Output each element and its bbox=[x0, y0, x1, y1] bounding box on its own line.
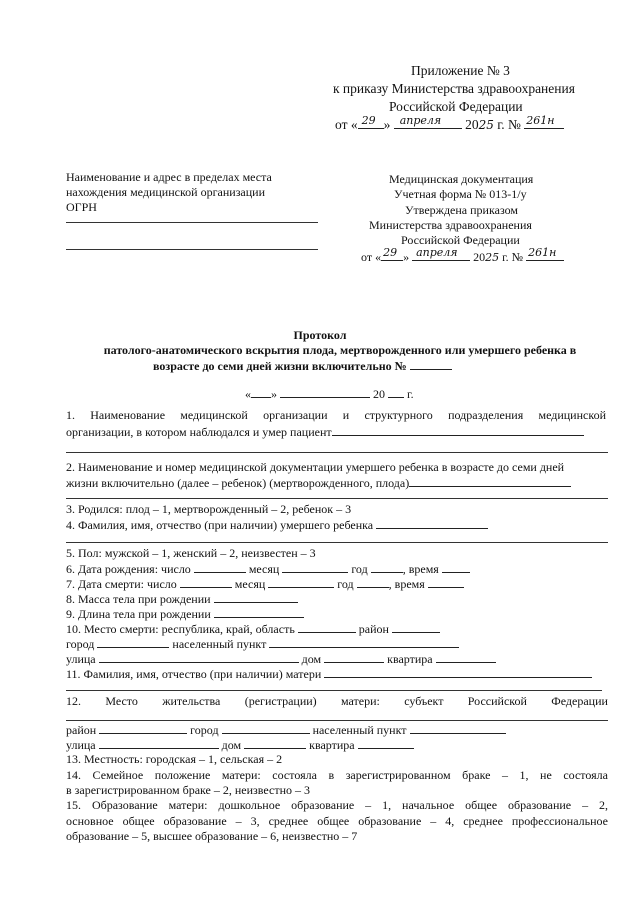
protocol-number-field[interactable] bbox=[410, 358, 452, 370]
item-2-line-a: 2. Наименование и номер медицинской документации умершего ребенка в возрасте до семи дней bbox=[66, 460, 565, 474]
item-1-line-b-text: организации, в котором наблюдался и умер пациент bbox=[66, 425, 332, 439]
med-doc-label: Медицинская документация bbox=[389, 172, 534, 186]
title-line-3 bbox=[153, 358, 452, 374]
item-15-line-b: основное общее образование – 3, среднее общее образование – 4, среднее профессиональное bbox=[66, 814, 608, 828]
item-10-line-a bbox=[66, 621, 440, 637]
item-10-region-field[interactable] bbox=[298, 621, 356, 633]
item-12-city-field[interactable] bbox=[222, 722, 310, 734]
med-doc-order-field bbox=[526, 246, 564, 261]
item-12-apartment-label: квартира bbox=[309, 738, 355, 752]
item-12-city-label: город bbox=[190, 723, 219, 737]
item-12-extra-line bbox=[66, 720, 608, 721]
item-12-street-field[interactable] bbox=[99, 737, 219, 749]
item-4-text: 4. Фамилия, имя, отчество (при наличии) умершего ребенка bbox=[66, 518, 374, 532]
appendix-order-no: 261н bbox=[526, 114, 555, 127]
item-6-year-label: год bbox=[351, 562, 368, 576]
appendix-title: Приложение № 3 bbox=[411, 63, 510, 78]
item-10-district-field[interactable] bbox=[392, 621, 440, 633]
item-7-month-label: месяц bbox=[234, 577, 266, 591]
item-4-field[interactable] bbox=[376, 517, 488, 529]
date-month-field[interactable] bbox=[280, 386, 370, 398]
item-10-apartment-field[interactable] bbox=[436, 651, 496, 663]
item-15-line-c: образование – 5, высшее образование – 6, неизвестно – 7 bbox=[66, 829, 358, 843]
item-12-street-label: улица bbox=[66, 738, 96, 752]
item-7-day-field[interactable] bbox=[180, 576, 232, 588]
item-15-line-a: 15. Образование матери: дошкольное образование – 1, начальное общее образование – 2, bbox=[66, 798, 608, 812]
item-6-month-label: месяц bbox=[248, 562, 280, 576]
item-1-line-a: 1. Наименование медицинской организации и структурного подразделения медицинской bbox=[66, 408, 606, 422]
item-5: 5. Пол: мужской – 1, женский – 2, неизвестен – 3 bbox=[66, 546, 316, 560]
appendix-month: апреля bbox=[399, 114, 442, 127]
item-11 bbox=[66, 666, 592, 682]
item-2-line-b-text: жизни включительно (далее – ребенок) (мертворожденного, плода) bbox=[66, 476, 410, 490]
appendix-day: 29 bbox=[361, 114, 376, 127]
appendix-order-field bbox=[524, 114, 564, 129]
item-7-year-field[interactable] bbox=[357, 576, 389, 588]
date-day-field[interactable] bbox=[251, 386, 271, 398]
item-2-field[interactable] bbox=[409, 475, 571, 487]
item-10-district-label: район bbox=[358, 622, 389, 636]
item-11-extra-line bbox=[66, 690, 602, 691]
item-12-word-2: жительства bbox=[162, 694, 221, 708]
item-7-year-label: год bbox=[337, 577, 354, 591]
item-2-line-b bbox=[66, 475, 571, 491]
med-doc-date-prefix: от « bbox=[361, 250, 382, 264]
item-4-extra-line bbox=[66, 542, 608, 543]
appendix-order-ref: к приказу Министерства здравоохранения bbox=[333, 81, 575, 96]
item-7-month-field[interactable] bbox=[268, 576, 334, 588]
item-12-house-label: дом bbox=[221, 738, 242, 752]
item-10-house-label: дом bbox=[301, 652, 322, 666]
med-doc-day-field bbox=[381, 246, 403, 261]
med-doc-order-no: 261н bbox=[528, 246, 557, 259]
item-10-region-label: 10. Место смерти: республика, край, область bbox=[66, 622, 295, 636]
item-14-line-a: 14. Семейное положение матери: состояла в зарегистрированном браке – 1, не состояла bbox=[66, 768, 608, 782]
item-6-day-field[interactable] bbox=[194, 561, 246, 573]
org-line-2 bbox=[66, 249, 318, 250]
appendix-year-a: 20 bbox=[465, 117, 479, 132]
ogrn-label: ОГРН bbox=[66, 200, 97, 214]
appendix-year-b: 25 bbox=[478, 118, 494, 132]
item-10-line-b bbox=[66, 636, 459, 652]
med-doc-year-a: 20 bbox=[473, 250, 486, 264]
item-6-year-field[interactable] bbox=[371, 561, 403, 573]
item-10-city-field[interactable] bbox=[97, 636, 169, 648]
item-9-field[interactable] bbox=[214, 606, 304, 618]
org-name-label-1: Наименование и адрес в пределах места bbox=[66, 170, 272, 184]
item-10-settlement-label: населенный пункт bbox=[172, 637, 267, 651]
item-10-street-field[interactable] bbox=[99, 651, 299, 663]
item-7-time-field[interactable] bbox=[428, 576, 464, 588]
item-7-day-label: 7. Дата смерти: число bbox=[66, 577, 177, 591]
appendix-quote-close: » bbox=[383, 117, 391, 132]
item-8-text: 8. Масса тела при рождении bbox=[66, 592, 211, 606]
item-10-settlement-field[interactable] bbox=[269, 636, 459, 648]
item-12-settlement-label: населенный пункт bbox=[312, 723, 407, 737]
item-3: 3. Родился: плод – 1, мертворожденный – 2, ребенок – 3 bbox=[66, 502, 352, 516]
item-7 bbox=[66, 576, 464, 592]
item-10-apartment-label: квартира bbox=[387, 652, 433, 666]
item-10-city-label: город bbox=[66, 637, 95, 651]
med-doc-year-b: 25 bbox=[485, 251, 500, 264]
med-doc-date-line bbox=[361, 246, 564, 265]
org-line-1 bbox=[66, 222, 318, 223]
item-12-settlement-field[interactable] bbox=[410, 722, 506, 734]
item-10-line-c bbox=[66, 651, 496, 667]
org-name-label-2: нахождения медицинской организации bbox=[66, 185, 266, 199]
item-12-word-7: Федерации bbox=[551, 694, 608, 708]
item-8-field[interactable] bbox=[214, 591, 298, 603]
item-10-house-field[interactable] bbox=[324, 651, 384, 663]
date-year-field[interactable] bbox=[388, 386, 404, 398]
item-1-extra-line bbox=[66, 452, 608, 453]
item-4 bbox=[66, 517, 488, 533]
date-open-quote: « bbox=[245, 387, 251, 401]
date-close-quote: » bbox=[271, 387, 277, 401]
item-11-text: 11. Фамилия, имя, отчество (при наличии) матери bbox=[66, 667, 322, 681]
item-8 bbox=[66, 591, 298, 607]
item-12-house-field[interactable] bbox=[244, 737, 306, 749]
item-2-extra-line bbox=[66, 498, 608, 499]
item-12-word-4: матери: bbox=[341, 694, 380, 708]
item-6-time-label: , время bbox=[402, 562, 439, 576]
item-6-month-field[interactable] bbox=[282, 561, 348, 573]
item-10-street-label: улица bbox=[66, 652, 96, 666]
protocol-date-line bbox=[245, 386, 414, 402]
date-year-prefix: 20 bbox=[373, 387, 385, 401]
appendix-order-prefix: г. № bbox=[497, 117, 521, 132]
title-line-3-text: возрасте до семи дней жизни включительно № bbox=[153, 359, 407, 373]
med-doc-month-field bbox=[412, 246, 470, 261]
account-form-label: Учетная форма № 013-1/у bbox=[394, 187, 527, 201]
date-suffix: г. bbox=[407, 387, 414, 401]
item-11-field[interactable] bbox=[324, 666, 592, 678]
item-12-word-5: субъект bbox=[404, 694, 444, 708]
item-12-district-field[interactable] bbox=[99, 722, 187, 734]
item-9-text: 9. Длина тела при рождении bbox=[66, 607, 211, 621]
med-doc-month: апреля bbox=[416, 246, 458, 259]
item-13: 13. Местность: городская – 1, сельская – 2 bbox=[66, 752, 283, 766]
item-12-line-c bbox=[66, 737, 414, 753]
appendix-month-field bbox=[394, 114, 462, 129]
med-doc-day: 29 bbox=[383, 246, 398, 259]
appendix-country: Российской Федерации bbox=[389, 99, 523, 114]
item-1-line-b bbox=[66, 424, 584, 440]
country-label: Российской Федерации bbox=[401, 233, 520, 247]
item-14-line-b: в зарегистрированном браке – 2, неизвестно – 3 bbox=[66, 783, 310, 797]
item-6-time-field[interactable] bbox=[442, 561, 470, 573]
item-6 bbox=[66, 561, 470, 577]
item-1-field[interactable] bbox=[332, 424, 584, 436]
title-line-2: патолого-анатомического вскрытия плода, мертворожденного или умершего ребенка в bbox=[103, 343, 577, 357]
appendix-date-line bbox=[335, 114, 564, 133]
item-12-word-3: (регистрации) bbox=[244, 694, 317, 708]
med-doc-quote-close: » bbox=[403, 250, 410, 264]
title-line-1: Протокол bbox=[293, 328, 347, 342]
item-7-time-label: , время bbox=[388, 577, 425, 591]
item-12-apartment-field[interactable] bbox=[358, 737, 414, 749]
item-6-day-label: 6. Дата рождения: число bbox=[66, 562, 191, 576]
item-12-line-a bbox=[66, 694, 608, 709]
med-doc-order-prefix: г. № bbox=[502, 250, 524, 264]
item-12-word-6: Российской bbox=[467, 694, 527, 708]
item-9 bbox=[66, 606, 304, 622]
appendix-date-prefix: от « bbox=[335, 117, 358, 132]
item-12-word-0: 12. bbox=[66, 694, 81, 708]
item-12-district-label: район bbox=[66, 723, 97, 737]
ministry-label: Министерства здравоохранения bbox=[369, 218, 532, 232]
appendix-day-field bbox=[358, 114, 384, 129]
item-12-word-1: Место bbox=[105, 694, 138, 708]
approved-label: Утверждена приказом bbox=[405, 203, 518, 217]
item-12-line-b bbox=[66, 722, 506, 738]
